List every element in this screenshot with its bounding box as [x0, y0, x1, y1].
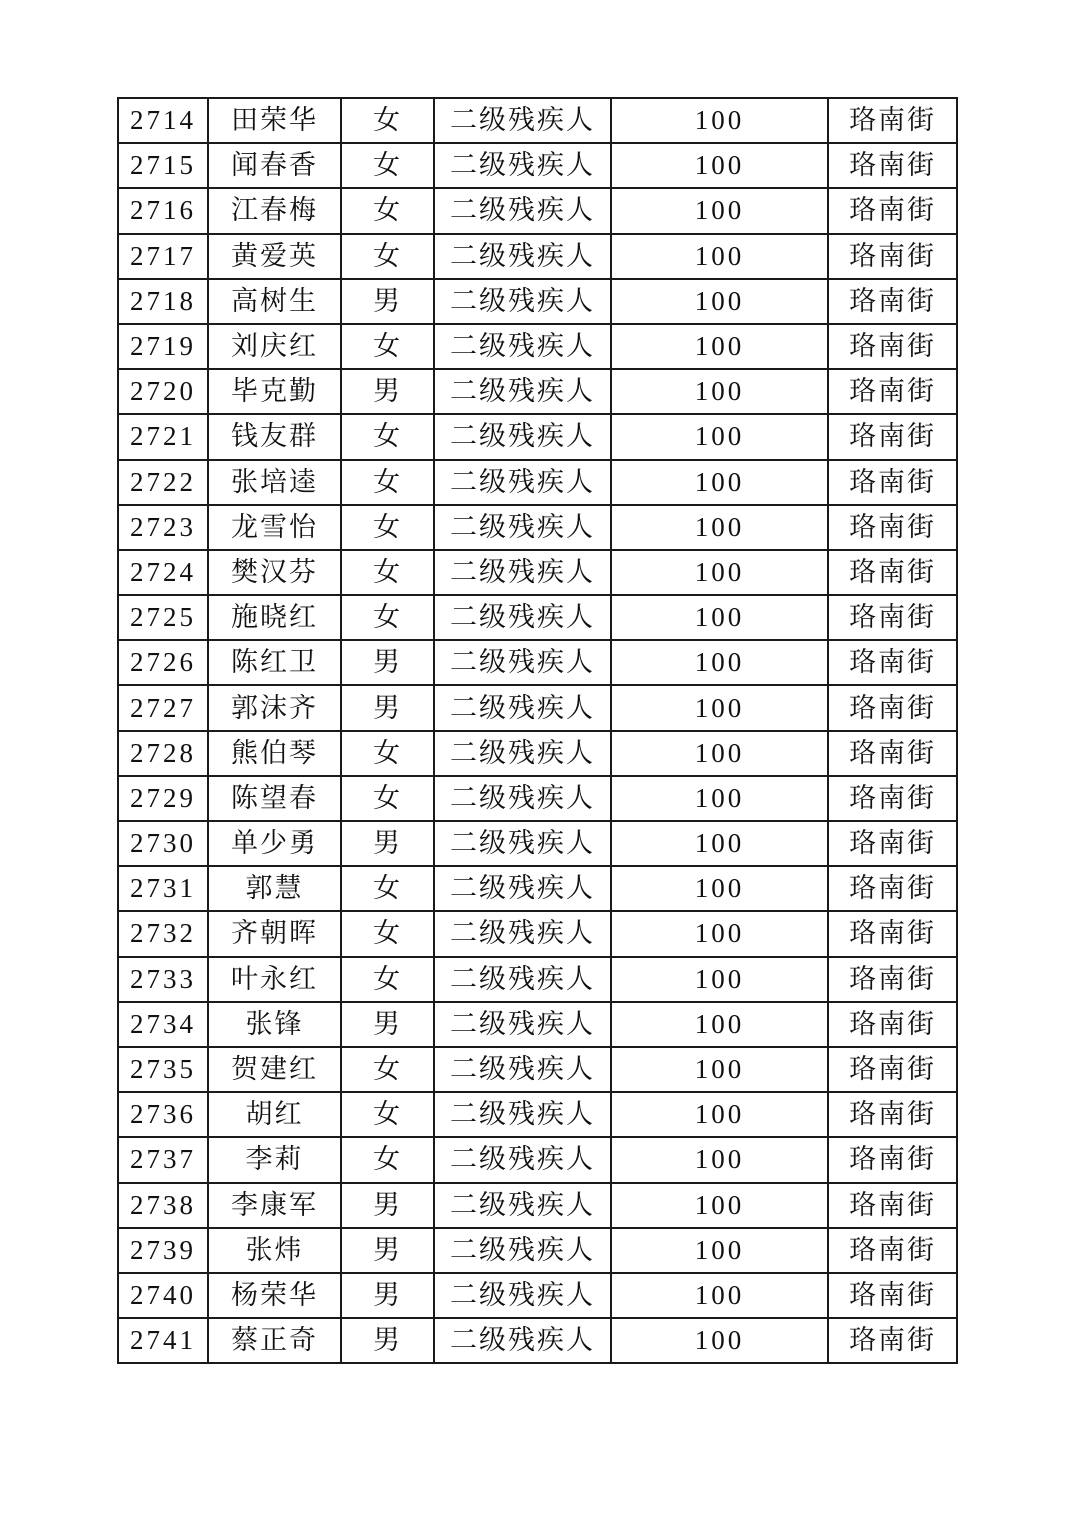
amount-cell: 100 [611, 731, 828, 776]
record-number-cell: 2735 [118, 1047, 208, 1092]
record-number-cell: 2715 [118, 143, 208, 188]
record-number-cell: 2734 [118, 1002, 208, 1047]
gender-cell: 女 [341, 550, 434, 595]
record-number-cell: 2739 [118, 1228, 208, 1273]
street-cell: 珞南街 [828, 369, 957, 414]
person-name-cell: 闻春香 [208, 143, 341, 188]
disability-level-cell: 二级残疾人 [434, 369, 611, 414]
record-number-cell: 2718 [118, 279, 208, 324]
amount-cell: 100 [611, 1047, 828, 1092]
person-name-cell: 叶永红 [208, 957, 341, 1002]
disability-level-cell: 二级残疾人 [434, 414, 611, 459]
table-row [118, 279, 957, 324]
table-row [118, 731, 957, 776]
gender-cell: 男 [341, 1273, 434, 1318]
disability-level-cell: 二级残疾人 [434, 234, 611, 279]
person-name-cell: 龙雪怡 [208, 505, 341, 550]
disability-level-cell: 二级残疾人 [434, 821, 611, 866]
record-number-cell: 2719 [118, 324, 208, 369]
gender-cell: 男 [341, 821, 434, 866]
gender-cell: 女 [341, 731, 434, 776]
amount-cell: 100 [611, 1183, 828, 1228]
record-number-cell: 2721 [118, 414, 208, 459]
disability-level-cell: 二级残疾人 [434, 866, 611, 911]
record-number-cell: 2740 [118, 1273, 208, 1318]
gender-cell: 男 [341, 1002, 434, 1047]
table-row [118, 369, 957, 414]
record-number-cell: 2732 [118, 911, 208, 956]
record-number-cell: 2716 [118, 188, 208, 233]
record-number-cell: 2737 [118, 1137, 208, 1182]
person-name-cell: 单少勇 [208, 821, 341, 866]
gender-cell: 女 [341, 460, 434, 505]
street-cell: 珞南街 [828, 1273, 957, 1318]
amount-cell: 100 [611, 1137, 828, 1182]
street-cell: 珞南街 [828, 1318, 957, 1363]
roster-table-body [118, 98, 957, 1363]
table-row [118, 866, 957, 911]
amount-cell: 100 [611, 640, 828, 685]
disability-level-cell: 二级残疾人 [434, 1228, 611, 1273]
table-row [118, 776, 957, 821]
disability-level-cell: 二级残疾人 [434, 188, 611, 233]
disability-level-cell: 二级残疾人 [434, 776, 611, 821]
street-cell: 珞南街 [828, 279, 957, 324]
gender-cell: 男 [341, 1228, 434, 1273]
gender-cell: 女 [341, 414, 434, 459]
amount-cell: 100 [611, 550, 828, 595]
record-number-cell: 2731 [118, 866, 208, 911]
street-cell: 珞南街 [828, 188, 957, 233]
person-name-cell: 齐朝晖 [208, 911, 341, 956]
gender-cell: 男 [341, 369, 434, 414]
street-cell: 珞南街 [828, 731, 957, 776]
amount-cell: 100 [611, 188, 828, 233]
table-row [118, 1228, 957, 1273]
record-number-cell: 2741 [118, 1318, 208, 1363]
person-name-cell: 郭慧 [208, 866, 341, 911]
record-number-cell: 2733 [118, 957, 208, 1002]
table-row [118, 1273, 957, 1318]
street-cell: 珞南街 [828, 957, 957, 1002]
record-number-cell: 2722 [118, 460, 208, 505]
disability-level-cell: 二级残疾人 [434, 640, 611, 685]
person-name-cell: 杨荣华 [208, 1273, 341, 1318]
disability-level-cell: 二级残疾人 [434, 460, 611, 505]
street-cell: 珞南街 [828, 1137, 957, 1182]
person-name-cell: 李康军 [208, 1183, 341, 1228]
disability-level-cell: 二级残疾人 [434, 324, 611, 369]
amount-cell: 100 [611, 1092, 828, 1137]
person-name-cell: 钱友群 [208, 414, 341, 459]
disability-level-cell: 二级残疾人 [434, 1137, 611, 1182]
table-row [118, 640, 957, 685]
record-number-cell: 2728 [118, 731, 208, 776]
gender-cell: 女 [341, 143, 434, 188]
person-name-cell: 田荣华 [208, 98, 341, 143]
amount-cell: 100 [611, 595, 828, 640]
person-name-cell: 陈红卫 [208, 640, 341, 685]
person-name-cell: 蔡正奇 [208, 1318, 341, 1363]
street-cell: 珞南街 [828, 776, 957, 821]
record-number-cell: 2729 [118, 776, 208, 821]
disability-level-cell: 二级残疾人 [434, 279, 611, 324]
amount-cell: 100 [611, 957, 828, 1002]
amount-cell: 100 [611, 324, 828, 369]
gender-cell: 女 [341, 505, 434, 550]
street-cell: 珞南街 [828, 911, 957, 956]
table-row [118, 1047, 957, 1092]
disability-level-cell: 二级残疾人 [434, 550, 611, 595]
gender-cell: 女 [341, 1092, 434, 1137]
person-name-cell: 江春梅 [208, 188, 341, 233]
gender-cell: 女 [341, 188, 434, 233]
street-cell: 珞南街 [828, 143, 957, 188]
gender-cell: 女 [341, 866, 434, 911]
gender-cell: 女 [341, 1137, 434, 1182]
disability-level-cell: 二级残疾人 [434, 143, 611, 188]
street-cell: 珞南街 [828, 1183, 957, 1228]
street-cell: 珞南街 [828, 98, 957, 143]
amount-cell: 100 [611, 911, 828, 956]
street-cell: 珞南街 [828, 866, 957, 911]
street-cell: 珞南街 [828, 505, 957, 550]
gender-cell: 女 [341, 776, 434, 821]
disability-level-cell: 二级残疾人 [434, 1273, 611, 1318]
table-row [118, 595, 957, 640]
street-cell: 珞南街 [828, 550, 957, 595]
roster-table [117, 97, 958, 1364]
gender-cell: 女 [341, 234, 434, 279]
disability-level-cell: 二级残疾人 [434, 1002, 611, 1047]
table-row [118, 1318, 957, 1363]
person-name-cell: 李莉 [208, 1137, 341, 1182]
street-cell: 珞南街 [828, 821, 957, 866]
disability-level-cell: 二级残疾人 [434, 505, 611, 550]
amount-cell: 100 [611, 685, 828, 730]
person-name-cell: 高树生 [208, 279, 341, 324]
street-cell: 珞南街 [828, 685, 957, 730]
disability-level-cell: 二级残疾人 [434, 911, 611, 956]
gender-cell: 男 [341, 640, 434, 685]
street-cell: 珞南街 [828, 460, 957, 505]
table-row [118, 1002, 957, 1047]
table-row [118, 550, 957, 595]
person-name-cell: 施晓红 [208, 595, 341, 640]
person-name-cell: 张培逵 [208, 460, 341, 505]
amount-cell: 100 [611, 505, 828, 550]
gender-cell: 男 [341, 279, 434, 324]
disability-level-cell: 二级残疾人 [434, 595, 611, 640]
street-cell: 珞南街 [828, 324, 957, 369]
disability-level-cell: 二级残疾人 [434, 1318, 611, 1363]
record-number-cell: 2727 [118, 685, 208, 730]
table-row [118, 188, 957, 233]
amount-cell: 100 [611, 821, 828, 866]
record-number-cell: 2726 [118, 640, 208, 685]
table-row [118, 821, 957, 866]
amount-cell: 100 [611, 414, 828, 459]
amount-cell: 100 [611, 1273, 828, 1318]
street-cell: 珞南街 [828, 1002, 957, 1047]
table-row [118, 911, 957, 956]
street-cell: 珞南街 [828, 1228, 957, 1273]
person-name-cell: 樊汉芬 [208, 550, 341, 595]
gender-cell: 女 [341, 911, 434, 956]
person-name-cell: 张炜 [208, 1228, 341, 1273]
record-number-cell: 2717 [118, 234, 208, 279]
gender-cell: 女 [341, 324, 434, 369]
amount-cell: 100 [611, 369, 828, 414]
disability-level-cell: 二级残疾人 [434, 1092, 611, 1137]
table-row [118, 505, 957, 550]
table-row [118, 957, 957, 1002]
person-name-cell: 胡红 [208, 1092, 341, 1137]
disability-level-cell: 二级残疾人 [434, 1047, 611, 1092]
disability-level-cell: 二级残疾人 [434, 1183, 611, 1228]
amount-cell: 100 [611, 866, 828, 911]
person-name-cell: 毕克勤 [208, 369, 341, 414]
gender-cell: 女 [341, 98, 434, 143]
street-cell: 珞南街 [828, 1092, 957, 1137]
table-row [118, 414, 957, 459]
gender-cell: 男 [341, 685, 434, 730]
record-number-cell: 2730 [118, 821, 208, 866]
amount-cell: 100 [611, 776, 828, 821]
amount-cell: 100 [611, 143, 828, 188]
table-row [118, 1183, 957, 1228]
table-row [118, 143, 957, 188]
table-row [118, 98, 957, 143]
amount-cell: 100 [611, 1318, 828, 1363]
disability-level-cell: 二级残疾人 [434, 731, 611, 776]
record-number-cell: 2736 [118, 1092, 208, 1137]
gender-cell: 男 [341, 1183, 434, 1228]
record-number-cell: 2738 [118, 1183, 208, 1228]
street-cell: 珞南街 [828, 640, 957, 685]
record-number-cell: 2714 [118, 98, 208, 143]
person-name-cell: 黄爱英 [208, 234, 341, 279]
person-name-cell: 熊伯琴 [208, 731, 341, 776]
table-row [118, 685, 957, 730]
disability-level-cell: 二级残疾人 [434, 98, 611, 143]
table-row [118, 1137, 957, 1182]
record-number-cell: 2724 [118, 550, 208, 595]
street-cell: 珞南街 [828, 414, 957, 459]
amount-cell: 100 [611, 1228, 828, 1273]
gender-cell: 女 [341, 595, 434, 640]
table-row [118, 460, 957, 505]
street-cell: 珞南街 [828, 595, 957, 640]
gender-cell: 女 [341, 957, 434, 1002]
disability-level-cell: 二级残疾人 [434, 685, 611, 730]
person-name-cell: 郭沫齐 [208, 685, 341, 730]
record-number-cell: 2725 [118, 595, 208, 640]
record-number-cell: 2723 [118, 505, 208, 550]
street-cell: 珞南街 [828, 1047, 957, 1092]
record-number-cell: 2720 [118, 369, 208, 414]
person-name-cell: 张锋 [208, 1002, 341, 1047]
amount-cell: 100 [611, 460, 828, 505]
gender-cell: 男 [341, 1318, 434, 1363]
street-cell: 珞南街 [828, 234, 957, 279]
person-name-cell: 贺建红 [208, 1047, 341, 1092]
disability-level-cell: 二级残疾人 [434, 957, 611, 1002]
amount-cell: 100 [611, 279, 828, 324]
table-row [118, 1092, 957, 1137]
person-name-cell: 陈望春 [208, 776, 341, 821]
amount-cell: 100 [611, 234, 828, 279]
table-row [118, 234, 957, 279]
amount-cell: 100 [611, 98, 828, 143]
table-row [118, 324, 957, 369]
gender-cell: 女 [341, 1047, 434, 1092]
amount-cell: 100 [611, 1002, 828, 1047]
person-name-cell: 刘庆红 [208, 324, 341, 369]
